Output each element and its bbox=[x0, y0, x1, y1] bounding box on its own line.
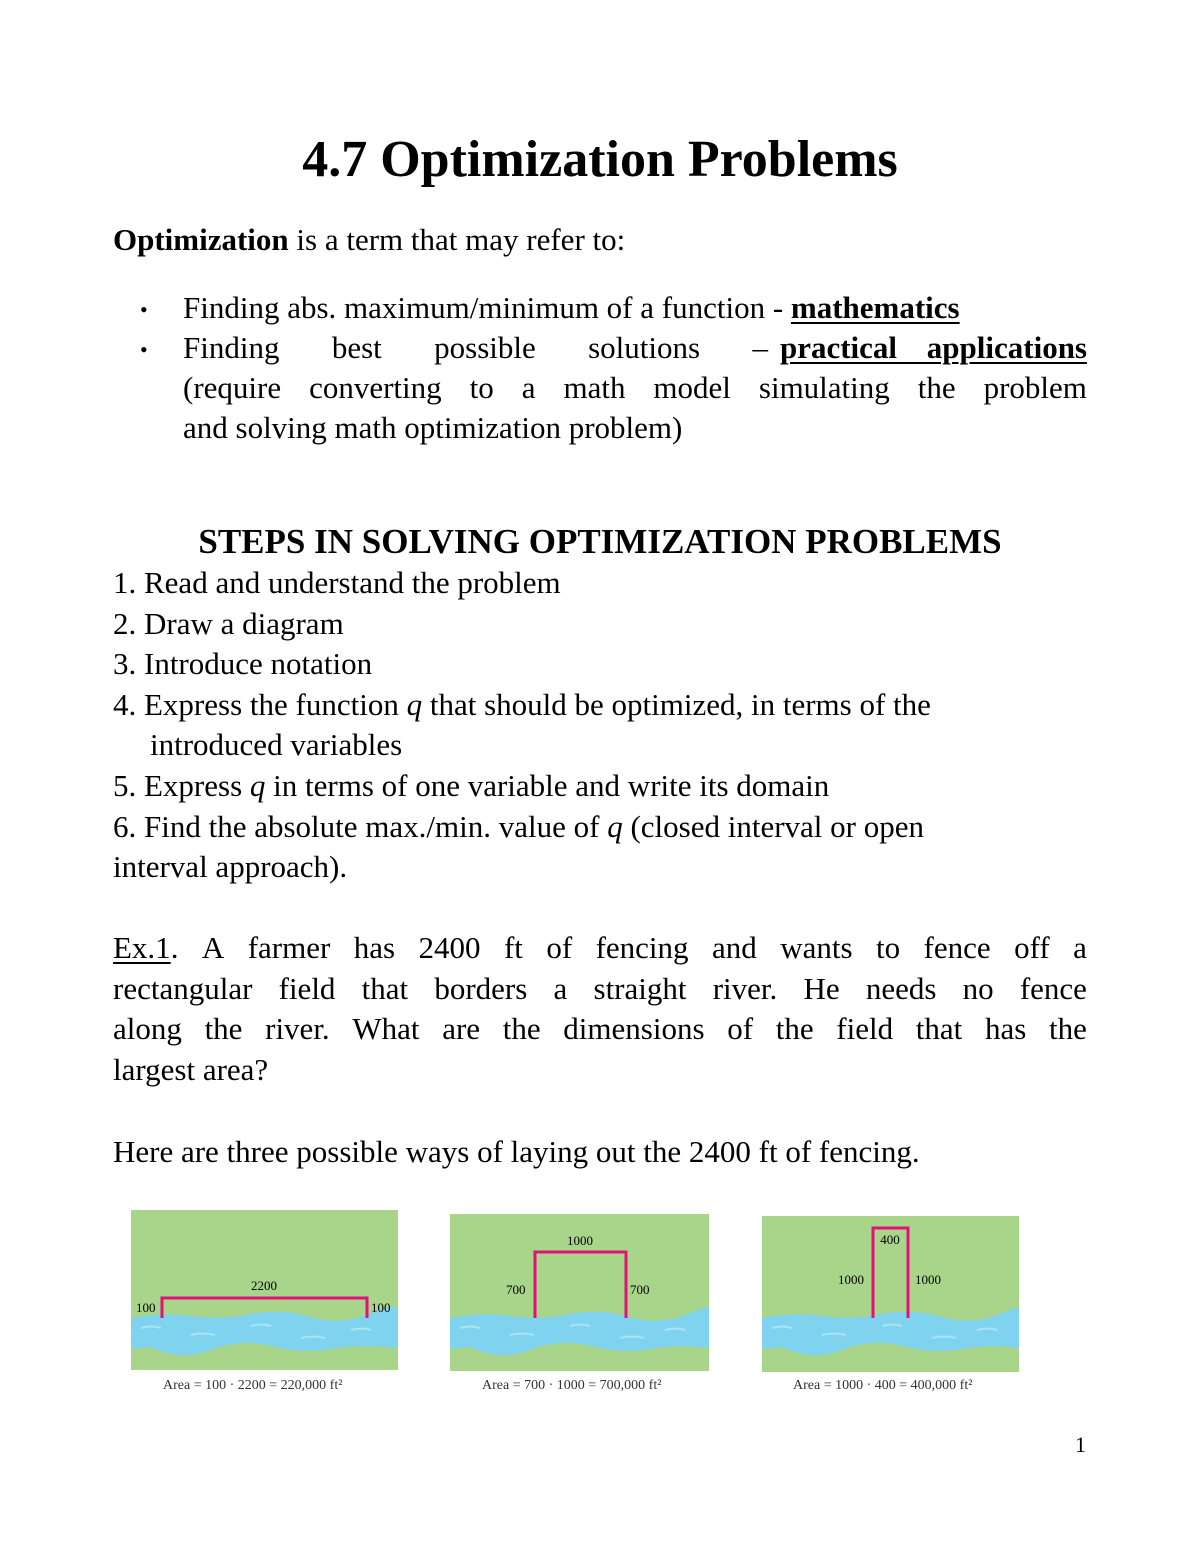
step-6: 6. Find the absolute max./min. value of q (closed interval or open bbox=[113, 809, 924, 844]
step-2: 2. Draw a diagram bbox=[113, 606, 344, 641]
step-6-continued: interval approach). bbox=[113, 849, 348, 884]
figure-1-left-label: 100 bbox=[136, 1300, 156, 1315]
step-5: 5. Express q in terms of one variable and write its domain bbox=[113, 768, 830, 803]
bullet-1-link: mathematics bbox=[790, 290, 960, 325]
bullet-1-text: Finding abs. maximum/minimum of a function - bbox=[183, 290, 791, 325]
figure-2-right-label: 700 bbox=[630, 1282, 650, 1297]
figure-3-top-label: 400 bbox=[880, 1232, 900, 1247]
figure-3-caption: Area = 1000 · 400 = 400,000 ft² bbox=[793, 1378, 973, 1393]
bullet-2-line-2: (require converting to a math model simulating the problem bbox=[183, 370, 1087, 405]
figure-1-caption: Area = 100 · 2200 = 220,000 ft² bbox=[163, 1378, 343, 1393]
bullet-2-line-3: and solving math optimization problem) bbox=[183, 410, 683, 445]
example-line-1: Ex.1. A farmer has 2400 ft of fencing and wants to fence off a bbox=[113, 930, 1087, 965]
bullet-2-line-1 bbox=[183, 328, 1087, 368]
figure-1-top-label: 2200 bbox=[251, 1278, 277, 1293]
figure-3-right-label: 1000 bbox=[915, 1272, 941, 1287]
bullet-dot-2: • bbox=[140, 337, 148, 362]
intro-line bbox=[113, 220, 625, 260]
bullet-2-link: practical applications bbox=[779, 330, 1087, 365]
figure-3 bbox=[762, 1216, 1019, 1372]
figure-1-right-label: 100 bbox=[371, 1300, 391, 1315]
bullet-2-text: Finding best possible solutions – bbox=[183, 330, 768, 365]
step-1: 1. Read and understand the problem bbox=[113, 565, 561, 600]
example-line-2: rectangular field that borders a straight river. He needs no fence bbox=[113, 971, 1087, 1006]
figure-1 bbox=[131, 1210, 398, 1370]
figure-3-left-label: 1000 bbox=[838, 1272, 864, 1287]
figure-2-left-label: 700 bbox=[506, 1282, 526, 1297]
step-4-continued: introduced variables bbox=[150, 727, 403, 762]
bullet-1 bbox=[183, 288, 960, 328]
intro-rest: is a term that may refer to: bbox=[288, 222, 626, 257]
figure-2-caption: Area = 700 · 1000 = 700,000 ft² bbox=[482, 1378, 662, 1393]
figure-2-top-label: 1000 bbox=[567, 1233, 593, 1248]
layouts-intro: Here are three possible ways of laying out the 2400 ft of fencing. bbox=[113, 1134, 920, 1169]
step-4: 4. Express the function q that should be optimized, in terms of the bbox=[113, 687, 931, 722]
bullet-dot-1: • bbox=[140, 297, 148, 322]
step-3: 3. Introduce notation bbox=[113, 646, 373, 681]
page-number: 1 bbox=[1075, 1432, 1086, 1457]
example-line-3: along the river. What are the dimensions of the field that has the bbox=[113, 1011, 1087, 1046]
example-label: Ex.1 bbox=[113, 930, 171, 965]
figure-2 bbox=[450, 1214, 709, 1371]
page-title: 4.7 Optimization Problems bbox=[302, 131, 898, 188]
example-line-4: largest area? bbox=[113, 1052, 269, 1087]
intro-term: Optimization bbox=[113, 222, 289, 257]
steps-heading: STEPS IN SOLVING OPTIMIZATION PROBLEMS bbox=[198, 522, 1002, 561]
